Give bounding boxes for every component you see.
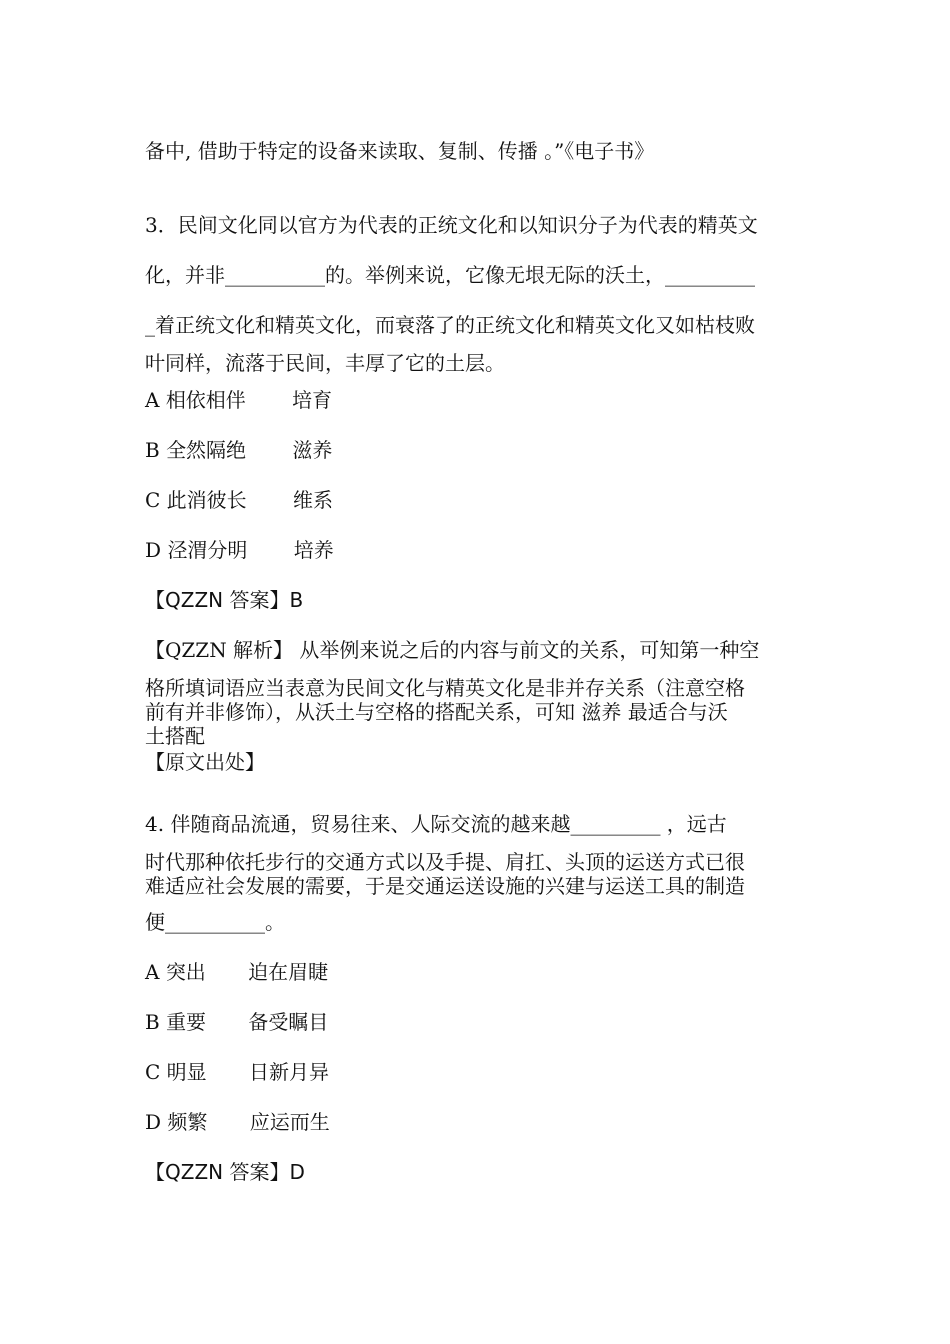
option-word-1: 相依相伴 <box>165 388 246 412</box>
intro-tail-text: 备中, 借助于特定的设备来读取、复制、传播 。”《电子书》 <box>145 139 655 163</box>
option-letter: C <box>145 1060 161 1084</box>
q3-source-label: 【原文出处】 <box>145 750 265 774</box>
q3-answer: 【QZZN 答案】B <box>145 588 304 612</box>
q3-analysis-line: 前有并非修饰），从沃土与空格的搭配关系，可知 滋养 最适合与沃 <box>145 700 728 724</box>
q4-stem-line: 便__________。 <box>145 910 285 934</box>
q3-analysis-line: 土搭配 <box>145 724 205 748</box>
q4-option-d <box>145 1109 330 1135</box>
option-word-1: 全然隔绝 <box>166 438 247 462</box>
option-letter: B <box>145 1010 160 1034</box>
option-letter: B <box>145 438 160 462</box>
q3-option-c <box>145 487 333 513</box>
option-word-2: 备受瞩目 <box>248 1010 329 1034</box>
option-word-1: 泾渭分明 <box>167 538 248 562</box>
q3-analysis-line: 【QZZN 解析】 从举例来说之后的内容与前文的关系，可知第一种空 <box>145 638 760 662</box>
option-letter: A <box>145 388 160 412</box>
option-word-2: 滋养 <box>292 438 333 462</box>
q3-option-d <box>145 537 334 563</box>
q4-answer: 【QZZN 答案】D <box>145 1160 305 1184</box>
option-letter: A <box>145 960 160 984</box>
q4-stem-line: 时代那种依托步行的交通方式以及手提、肩扛、头顶的运送方式已很 <box>145 850 745 874</box>
option-letter: C <box>145 488 161 512</box>
q3-option-a <box>145 387 332 413</box>
q4-stem-line: 难适应社会发展的需要，于是交通运送设施的兴建与运送工具的制造 <box>145 874 745 898</box>
option-word-1: 明显 <box>166 1060 207 1084</box>
option-letter: D <box>145 538 162 562</box>
option-word-2: 迫在眉睫 <box>248 960 329 984</box>
option-word-2: 日新月异 <box>249 1060 330 1084</box>
q4-option-c <box>145 1059 329 1085</box>
q3-stem-line: 叶同样，流落于民间，丰厚了它的土层。 <box>145 351 505 375</box>
q3-stem-line: _着正统文化和精英文化，而衰落了的正统文化和精英文化又如枯枝败 <box>145 313 755 337</box>
q3-stem-line: 化，并非__________的。举例来说，它像无垠无际的沃土，_________ <box>145 263 755 287</box>
q3-analysis-line: 格所填词语应当表意为民间文化与精英文化是非并存关系（注意空格 <box>145 676 745 700</box>
option-word-2: 维系 <box>293 488 334 512</box>
option-word-2: 培养 <box>293 538 334 562</box>
q3-option-b <box>145 437 332 463</box>
q3-stem-line: 3．民间文化同以官方为代表的正统文化和以知识分子为代表的精英文 <box>145 213 758 237</box>
option-word-1: 突出 <box>165 960 206 984</box>
option-word-2: 应运而生 <box>249 1110 330 1134</box>
option-word-2: 培育 <box>292 388 333 412</box>
q4-stem-line: 4. 伴随商品流通，贸易往来、人际交流的越来越_________ ，远古 <box>145 812 727 836</box>
option-word-1: 频繁 <box>167 1110 208 1134</box>
option-word-1: 此消彼长 <box>166 488 247 512</box>
option-word-1: 重要 <box>166 1010 207 1034</box>
q4-option-b <box>145 1009 328 1035</box>
q4-option-a <box>145 959 328 985</box>
option-letter: D <box>145 1110 162 1134</box>
